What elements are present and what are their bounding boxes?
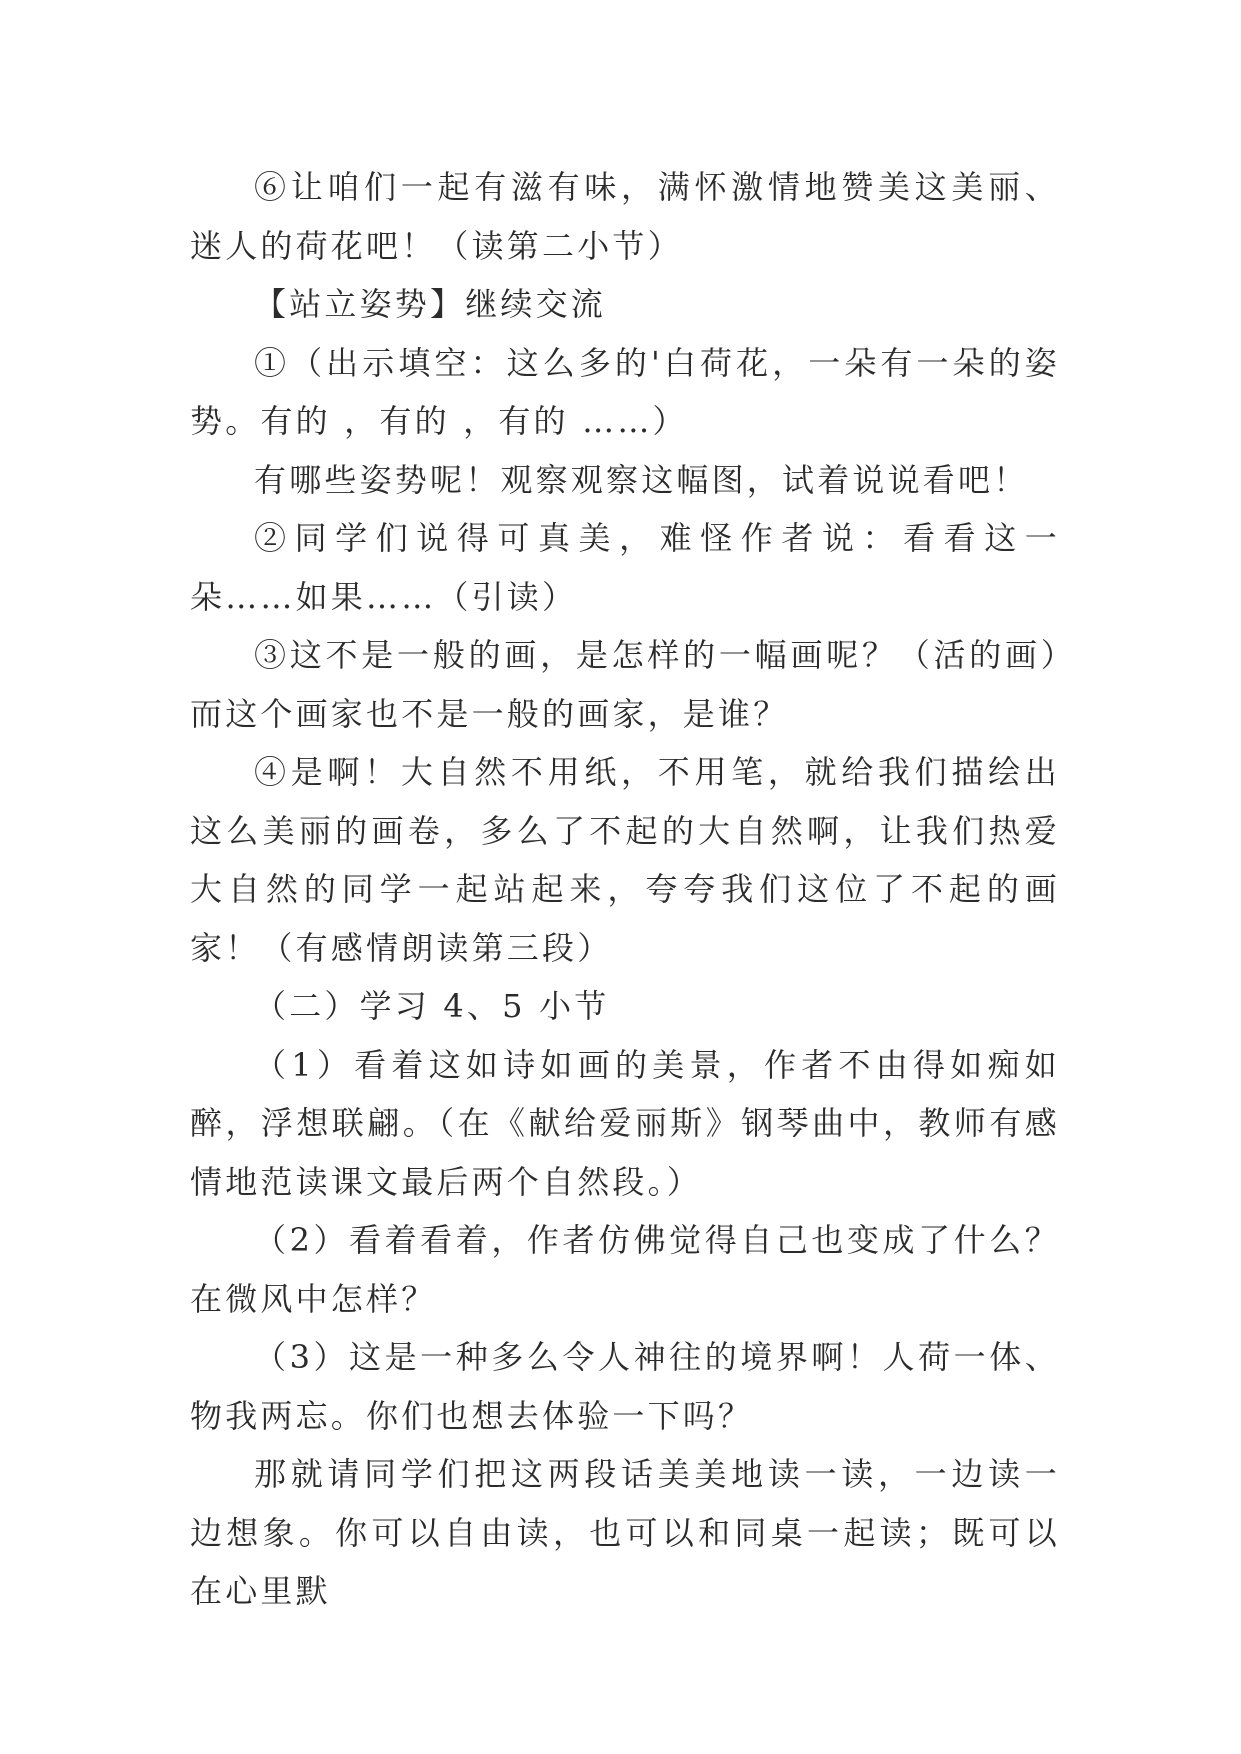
paragraph: ⑥让咱们一起有滋有味，满怀激情地赞美这美丽、迷人的荷花吧！（读第二小节） [190, 168, 1060, 265]
section-heading: 【站立姿势】继续交流 [254, 285, 607, 323]
paragraph: （3）这是一种多么令人神往的境界啊！人荷一体、物我两忘。你们也想去体验一下吗？ [190, 1338, 1060, 1435]
paragraph: ④是啊！大自然不用纸，不用笔，就给我们描绘出这么美丽的画卷，多么了不起的大自然啊，让我们热爱大自然的同学一起站起来，夸夸我们这位了不起的画家！（有感情朗读第三段） [190, 753, 1060, 967]
paragraph: 有哪些姿势呢！观察观察这幅图，试着说说看吧！ [254, 460, 1029, 499]
paragraph: （2）看着看着，作者仿佛觉得自己也变成了什么？在微风中怎样？ [190, 1221, 1060, 1318]
document-body [190, 158, 1060, 1621]
paragraph: ①（出示填空：这么多的'白荷花，一朵有一朵的姿势。有的 ，有的 ，有的 ……） [190, 343, 1060, 440]
paragraph: （1）看着这如诗如画的美景，作者不由得如痴如醉，浮想联翩。（在《献给爱丽斯》钢琴曲中，教师有感情地范读课文最后两个自然段。） [190, 1045, 1060, 1201]
paragraph: ③这不是一般的画，是怎样的一幅画呢？（活的画）而这个画家也不是一般的画家，是谁？ [190, 636, 1060, 733]
section-heading: （二）学习 4、5 小节 [254, 987, 610, 1025]
paragraph: ②同学们说得可真美，难怪作者说：看看这一朵……如果……（引读） [190, 519, 1060, 616]
paragraph: 那就请同学们把这两段话美美地读一读，一边读一边想象。你可以自由读，也可以和同桌一起读；既可以在心里默 [190, 1455, 1060, 1610]
